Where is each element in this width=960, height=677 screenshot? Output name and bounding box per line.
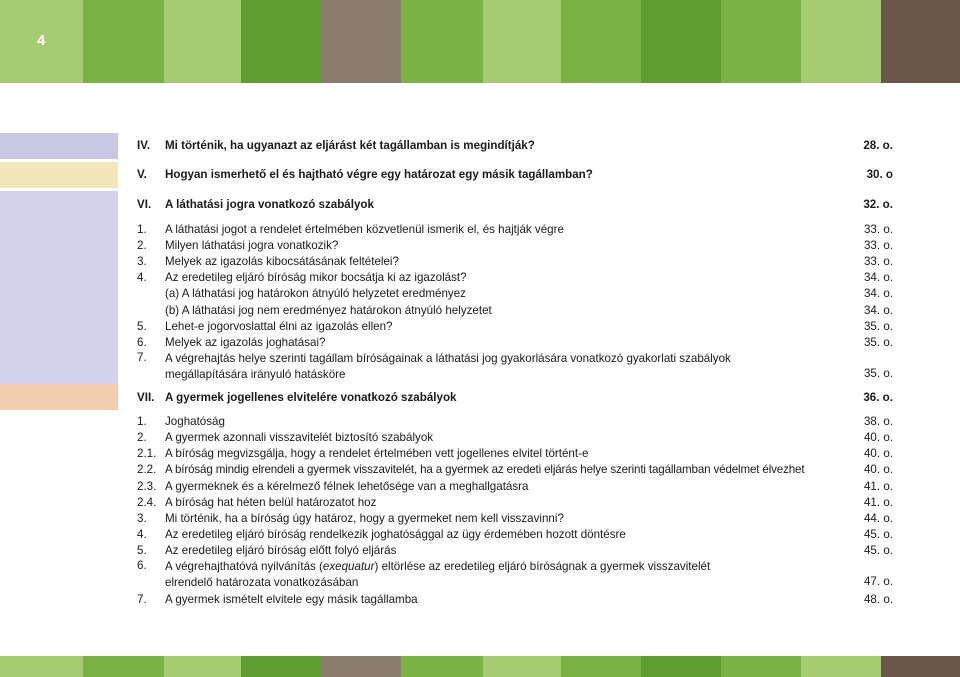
toc-number: 2.4. [137,496,157,509]
toc-page: 30. o [866,168,893,181]
toc-number: 3. [137,255,147,268]
toc-number: 6. [137,336,147,349]
toc-page: 47. o. [863,575,893,588]
toc-page: 40. o. [863,463,893,476]
side-block-peach [0,384,118,410]
toc-title: Mi történik, ha ugyanazt az eljárást két tagállamban is megindítják? [165,139,535,152]
toc-page: 33. o. [863,239,893,252]
toc-number: 2. [137,431,147,444]
color-block [0,656,83,677]
bottom-color-bar [0,656,960,677]
color-block [561,0,641,83]
toc-number: 5. [137,544,147,557]
toc-number: V. [137,168,147,181]
toc-title: Az eredetileg eljáró bíróság mikor bocsátja ki az igazolást? [165,271,467,284]
side-block-cream [0,162,118,188]
color-block [164,656,241,677]
color-block [241,0,321,83]
top-color-bar [0,0,960,83]
color-block [401,656,483,677]
color-block [721,656,801,677]
page-number: 4 [37,32,46,49]
toc-title: Joghatóság [165,415,225,428]
color-block [241,656,321,677]
toc-number: VI. [137,198,152,211]
toc-page: 40. o. [863,431,893,444]
toc-number: 2.3. [137,480,157,493]
toc-number: 2.1. [137,447,157,460]
toc-title: A gyermek jogellenes elvitelére vonatkozó szabályok [165,391,457,404]
side-block-lavender [0,191,118,384]
toc-page: 45. o. [863,544,893,557]
color-block [801,0,881,83]
toc-number: 1. [137,223,147,236]
toc-title: A gyermeknek és a kérelmező félnek lehetősége van a meghallgatásra [165,480,529,493]
toc-page: 35. o. [863,320,893,333]
page-number-block [0,0,83,83]
toc-page: 41. o. [863,496,893,509]
toc-title: Az eredetileg eljáró bíróság rendelkezik joghatósággal az ügy érdemében hozott döntésre [165,528,626,541]
toc-number: 7. [137,593,147,606]
toc-title: A láthatási jogra vonatkozó szabályok [165,198,374,211]
toc-page: 35. o. [863,336,893,349]
toc-number: IV. [137,139,151,152]
toc-page: 40. o. [863,447,893,460]
toc-page: 33. o. [863,255,893,268]
toc-page: 38. o. [863,415,893,428]
toc-page: 33. o. [863,223,893,236]
toc-title: (b) A láthatási jog nem eredményez határokon átnyúló helyzetet [165,304,492,317]
toc-page: 34. o. [863,271,893,284]
color-block [321,656,401,677]
toc-page: 32. o. [863,198,893,211]
toc-title: A gyermek azonnali visszavitelét biztosító szabályok [165,431,434,444]
toc-number: 2. [137,239,147,252]
color-block [83,656,164,677]
toc-number: 1. [137,415,147,428]
toc-page: 36. o. [863,391,893,404]
toc-title: Lehet-e jogorvoslattal élni az igazolás ellen? [165,320,393,333]
toc-title: A bíróság mindig elrendeli a gyermek visszavitelét, ha a gyermek az eredeti eljárás helye szerinti tagállamban védelmet élvezhet [165,463,805,476]
toc-number: 6. [137,559,147,572]
toc-title: Milyen láthatási jogra vonatkozik? [165,239,339,252]
color-block [801,656,881,677]
color-block [164,0,241,83]
color-block [483,0,561,83]
color-block [881,0,960,83]
toc-number: 4. [137,528,147,541]
color-block [83,0,164,83]
toc-title: Mi történik, ha a bíróság úgy határoz, hogy a gyermeket nem kell visszavinni? [165,512,564,525]
toc-page: 35. o. [863,367,893,380]
toc-title: A végrehajthatóvá nyilvánítás (exequatur) eltörlése az eredetileg eljáró bíróságnak a gyermek visszavitelét elrendelő határozata vonatkozásában [165,560,711,589]
color-block [483,656,561,677]
toc-title: Az eredetileg eljáró bíróság előtt folyó eljárás [165,544,397,557]
toc-number: 3. [137,512,147,525]
toc-title: A végrehajtás helye szerinti tagállam bíróságainak a láthatási jog gyakorlására vonatkozó gyakorlati szabályok megállapítására irányuló hatásköre [165,352,731,381]
color-block [881,656,960,677]
toc-number: 4. [137,271,147,284]
toc-page: 45. o. [863,528,893,541]
color-block [561,656,641,677]
toc-page: 48. o. [863,593,893,606]
toc-title: Melyek az igazolás kibocsátásának feltételei? [165,255,399,268]
toc-number: 5. [137,320,147,333]
toc-page: 44. o. [863,512,893,525]
toc-title: A bíróság megvizsgálja, hogy a rendelet értelmében vett jogellenes elvitel történt-e [165,447,589,460]
toc-page: 34. o. [863,287,893,300]
toc-page: 34. o. [863,304,893,317]
toc-page: 41. o. [863,480,893,493]
toc-title: Melyek az igazolás joghatásai? [165,336,326,349]
toc-number: 7. [137,351,147,364]
side-block-lavender [0,133,118,159]
toc-title: A gyermek ismételt elvitele egy másik tagállamba [165,593,418,606]
color-block [641,656,721,677]
toc-page: 28. o. [863,139,893,152]
toc-title: (a) A láthatási jog határokon átnyúló helyzetet eredményez [165,287,466,300]
toc-title: A láthatási jogot a rendelet értelmében közvetlenül ismerik el, és hajtják végre [165,223,564,236]
color-block [641,0,721,83]
color-block [321,0,401,83]
color-block [721,0,801,83]
toc-title: A bíróság hat héten belül határozatot hoz [165,496,377,509]
toc-number: VII. [137,391,155,404]
toc-title: Hogyan ismerhető el és hajtható végre egy határozat egy másik tagállamban? [165,168,593,181]
color-block [401,0,483,83]
toc-number: 2.2. [137,463,157,476]
